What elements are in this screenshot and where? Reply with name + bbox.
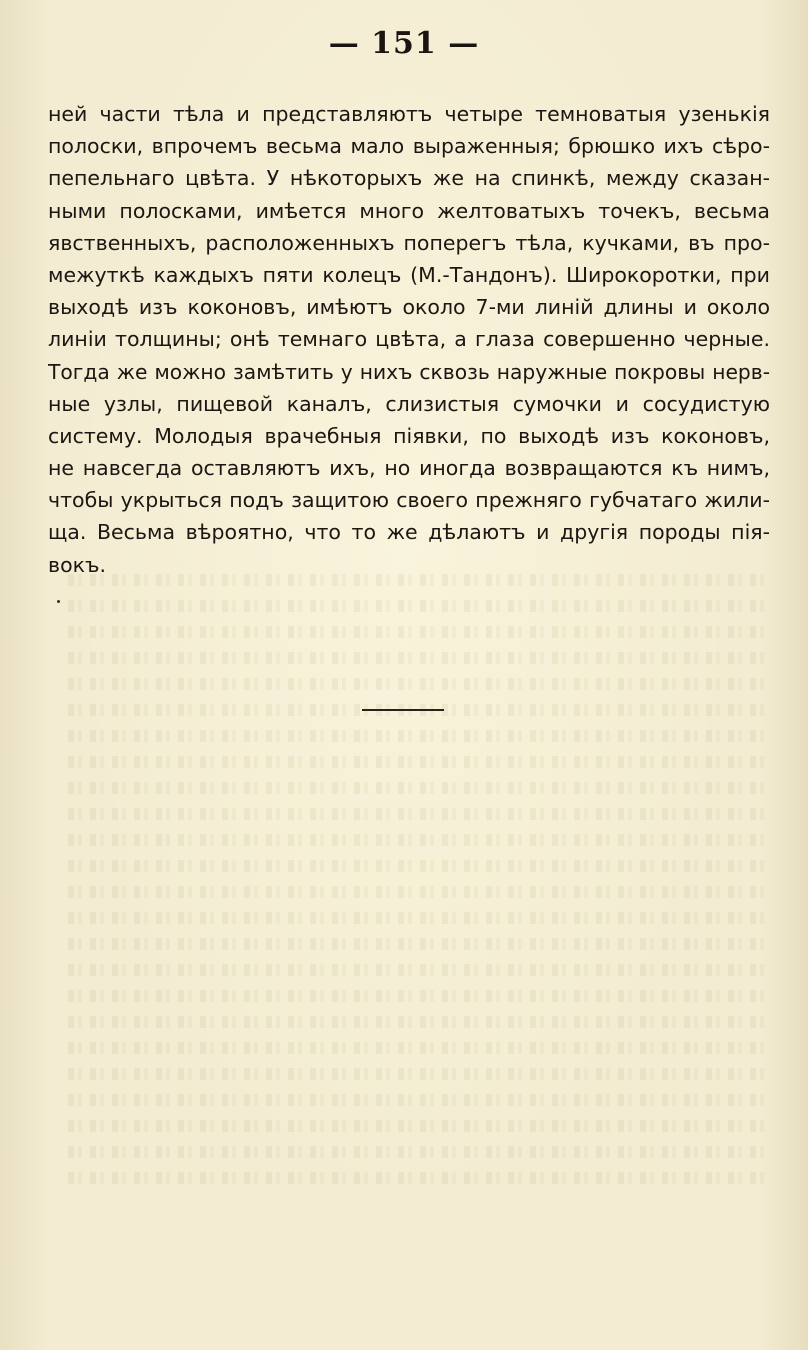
text-line: полоски, впрочемъ весьма мало выраженныя; брюшко ихъ сѣро-: [48, 134, 770, 159]
text-line: линіи толщины; онѣ темнаго цвѣта, а глаза совершенно черные.: [48, 327, 770, 352]
page-number: — 151 —: [328, 26, 480, 61]
text-line: ными полосками, имѣется много желтоватыхъ точекъ, весьма: [48, 198, 770, 223]
text-line: Тогда же можно замѣтить у нихъ сквозь наружные покровы нерв-: [48, 359, 770, 384]
text-line: чтобы укрыться подъ защитою своего прежняго губчатаго жили-: [48, 488, 770, 513]
body-paragraph: [48, 98, 770, 581]
text-line: ней части тѣла и представляютъ четыре темноватыя узенькія: [48, 102, 770, 126]
text-line: ща. Весьма вѣроятно, что то же дѣлаютъ и другія породы пія-: [48, 520, 770, 545]
text-line: не навсегда оставляютъ ихъ, но иногда возвращаются къ нимъ,: [48, 456, 770, 481]
ink-speck: [57, 600, 60, 603]
text-line: явственныхъ, расположенныхъ поперегъ тѣла, кучками, въ про-: [48, 230, 770, 255]
text-line: межуткѣ каждыхъ пяти колецъ (М.-Тандонъ). Широкоротки, при: [48, 262, 770, 287]
text-line: пепельнаго цвѣта. У нѣкоторыхъ же на спинкѣ, между сказан-: [48, 166, 770, 191]
show-through-text: [68, 560, 768, 1320]
text-line: систему. Молодыя врачебныя піявки, по выходѣ изъ коконовъ,: [48, 423, 770, 448]
text-line: ные узлы, пищевой каналъ, слизистыя сумочки и сосудистую: [48, 391, 770, 416]
text-line-last: вокъ.: [48, 552, 107, 577]
section-end-rule: [362, 709, 444, 711]
text-line: выходѣ изъ коконовъ, имѣютъ около 7-ми линій длины и около: [48, 295, 770, 320]
